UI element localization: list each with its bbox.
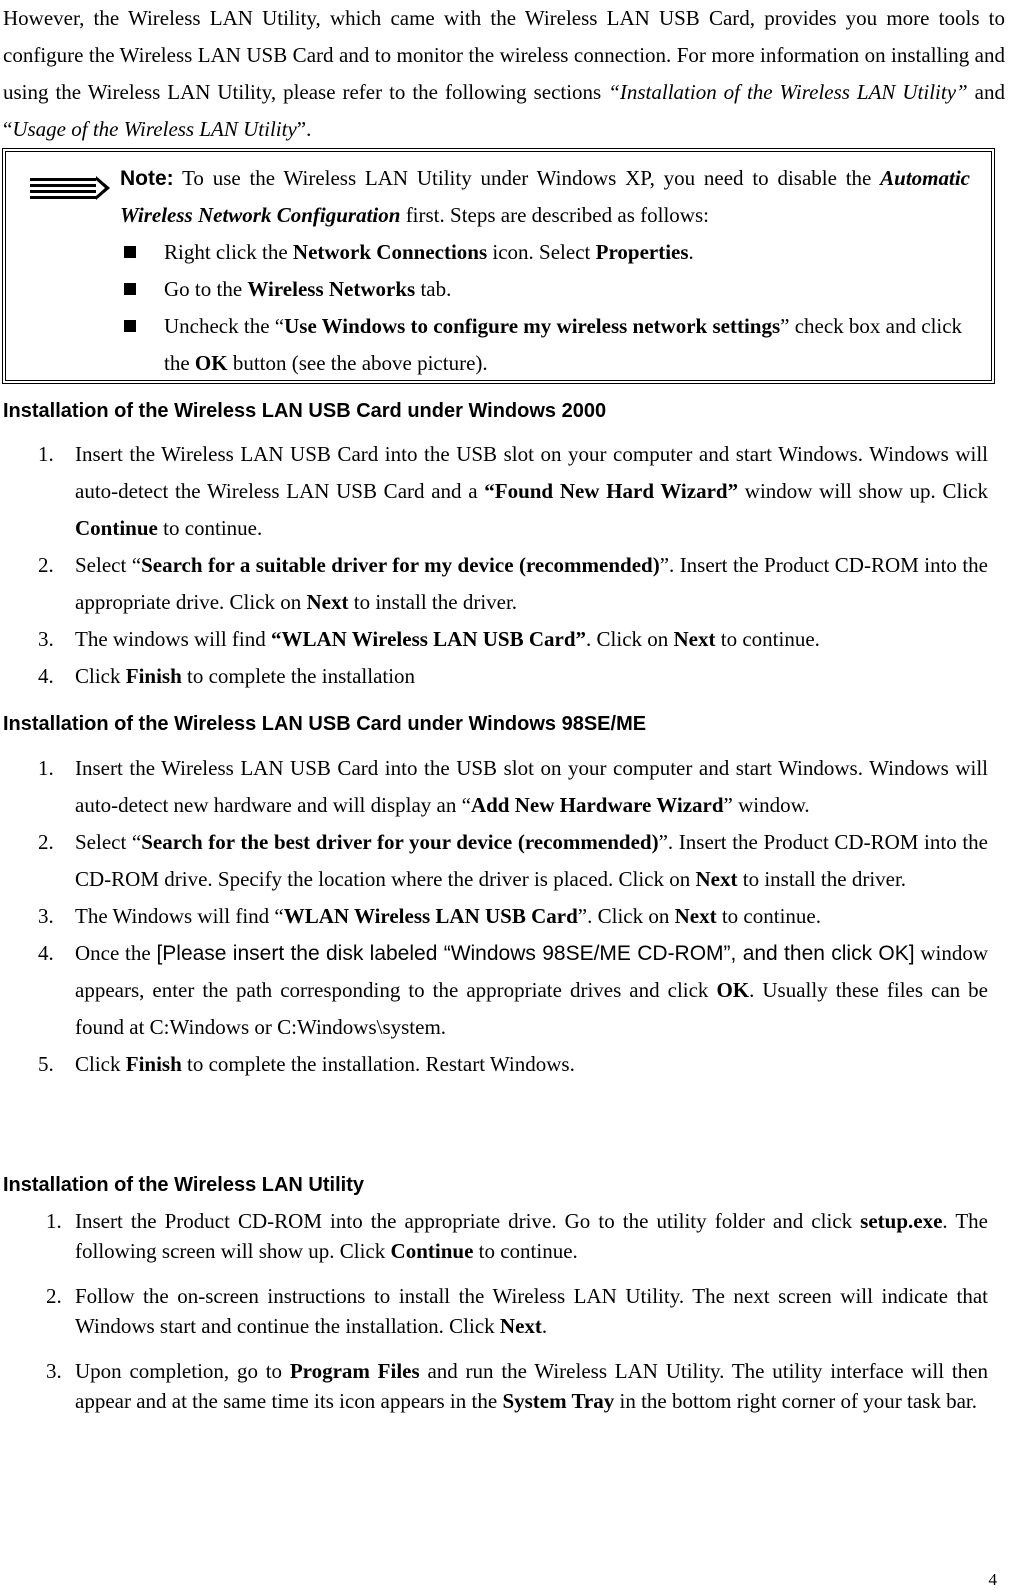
list-item: 2. Select “Search for a suitable driver for my device (recommended)”. Insert the Product CD-ROM into the appropriate drive. Click on Next to install the driver. (38, 553, 989, 614)
steps-windows-2000 (0, 436, 988, 695)
square-bullet-icon (124, 283, 136, 295)
note-box (2, 148, 995, 384)
intro-paragraph: However, the Wireless LAN Utility, which came with the Wireless LAN USB Card, provides you more tools to configure the Wireless LAN USB Card and to monitor the wireless connection. For more information on installing and using the Wireless LAN Utility, please refer to the following sections “Installation of the Wireless LAN Utility” and “Usage of the Wireless LAN Utility”. (3, 6, 1005, 141)
note-bullet-item: Go to the Wireless Networks tab. (120, 271, 970, 308)
list-item: 3. The Windows will find “WLAN Wireless LAN USB Card”. Click on Next to continue. (38, 904, 821, 928)
steps-utility (0, 1206, 988, 1431)
list-item: 2. Select “Search for the best driver for your device (recommended)”. Insert the Product CD-ROM into the CD-ROM drive. Specify the location where the driver is placed. Click on Next to install the driver. (38, 830, 988, 891)
list-item: 2. Follow the on-screen instructions to install the Wireless LAN Utility. The next screen will indicate that Windows start and continue the installation. Click Next. (46, 1284, 988, 1338)
list-item: 3. Upon completion, go to Program Files and run the Wireless LAN Utility. The utility interface will then appear and at the same time its icon appears in the System Tray in the bottom right corner of your task bar. (46, 1359, 989, 1413)
square-bullet-icon (124, 246, 136, 258)
note-bullet-item: Right click the Network Connections icon. Select Properties. (120, 234, 970, 271)
page-number: 4 (988, 1570, 997, 1589)
section-heading-windows-98se-me: Installation of the Wireless LAN USB Card under Windows 98SE/ME (3, 713, 647, 735)
square-bullet-icon (124, 320, 136, 332)
list-item: 3. The windows will find “WLAN Wireless LAN USB Card”. Click on Next to continue. (38, 627, 820, 651)
list-item: 1. Insert the Wireless LAN USB Card into the USB slot on your computer and start Windows. Windows will auto-detect the Wireless LAN USB Card and a “Found New Hard Wizard” window will show up. Click Continue to continue. (38, 442, 988, 540)
steps-windows-98se-me (0, 750, 988, 1083)
note-text: Note: To use the Wireless LAN Utility under Windows XP, you need to disable the Automatic Wireless Network Configuration first. Steps are described as follows: (120, 166, 970, 227)
list-item: 5. Click Finish to complete the installation. Restart Windows. (38, 1052, 575, 1076)
note-body (120, 160, 970, 382)
note-arrow-icon (30, 176, 110, 200)
list-item: 4. Once the [Please insert the disk labeled “Windows 98SE/ME CD-ROM”, and then click OK] window appears, enter the path corresponding to the appropriate drives and click OK. Usually these files can be found at C:Windows or C:Windows\system. (38, 941, 989, 1039)
section-heading-utility: Installation of the Wireless LAN Utility (3, 1174, 364, 1196)
section-heading-windows-2000: Installation of the Wireless LAN USB Card under Windows 2000 (3, 400, 607, 422)
list-item: 4. Click Finish to complete the installation (38, 664, 416, 688)
note-bullet-list (120, 234, 970, 382)
list-item: 1. Insert the Product CD-ROM into the appropriate drive. Go to the utility folder and click setup.exe. The following screen will show up. Click Continue to continue. (46, 1209, 988, 1263)
note-bullet-item: Uncheck the “Use Windows to configure my wireless network settings” check box and click the OK button (see the above picture). (120, 308, 970, 382)
list-item: 1. Insert the Wireless LAN USB Card into the USB slot on your computer and start Windows. Windows will auto-detect new hardware and will display an “Add New Hardware Wizard” window. (38, 756, 988, 817)
